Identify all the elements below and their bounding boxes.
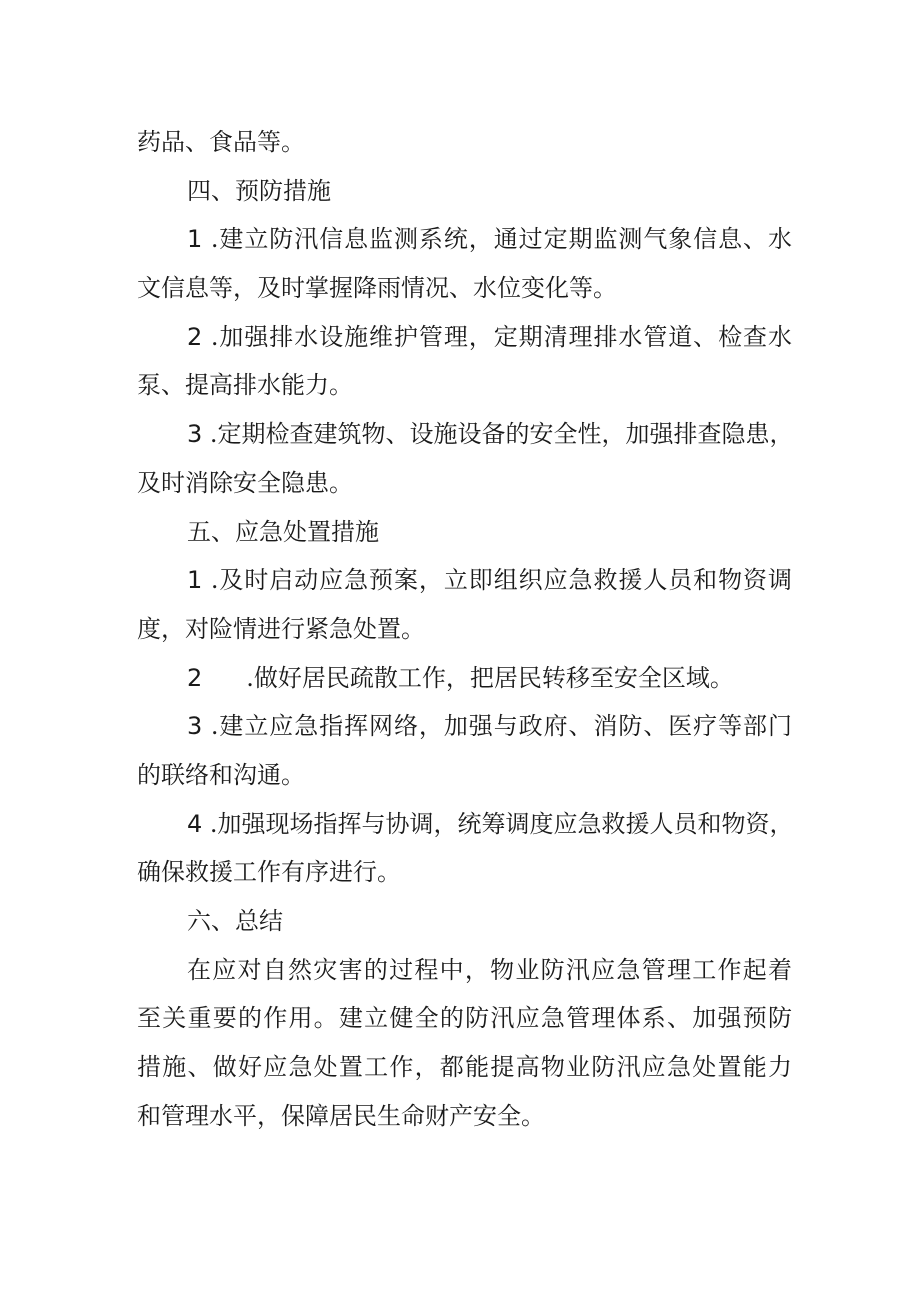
list-item-text: .及时启动应急预案，立即组织应急救援人员和物资调 xyxy=(210,566,792,595)
paragraph-continuation: 药品、食品等。 xyxy=(137,128,305,156)
section-heading-prevention: 四、预防措施 xyxy=(187,176,331,205)
list-item-text: .加强排水设施维护管理，定期清理排水管道、检查水 xyxy=(210,322,792,351)
list-item-prevention-1 xyxy=(137,215,792,264)
section-heading-summary: 六、总结 xyxy=(187,907,283,935)
list-number: 2 xyxy=(187,663,203,692)
list-item-continuation: 及时消除安全隐患。 xyxy=(137,468,353,497)
summary-paragraph-line: 在应对自然灾害的过程中，物业防汛应急管理工作起着 xyxy=(187,955,792,984)
list-item-emergency-1 xyxy=(137,556,792,605)
list-number: 1 xyxy=(187,566,203,595)
list-item-emergency-2 xyxy=(137,654,792,703)
list-number: 2 xyxy=(187,322,203,351)
summary-paragraph-line: 措施、做好应急处置工作，都能提高物业防汛应急处置能力 xyxy=(137,1053,792,1082)
list-item-text: .做好居民疏散工作，把居民转移至安全区域。 xyxy=(246,663,734,692)
list-item-continuation: 泵、提高排水能力。 xyxy=(137,371,353,400)
list-item-prevention-3 xyxy=(137,410,792,459)
list-item-continuation: 文信息等，及时掌握降雨情况、水位变化等。 xyxy=(137,274,617,303)
summary-paragraph-line: 至关重要的作用。建立健全的防汛应急管理体系、加强预防 xyxy=(137,1004,792,1033)
list-number: 1 xyxy=(187,225,203,254)
list-item-continuation: 确保救援工作有序进行。 xyxy=(137,858,401,887)
section-heading-emergency: 五、应急处置措施 xyxy=(187,517,379,546)
list-item-text: .加强现场指挥与协调，统筹调度应急救援人员和物资， xyxy=(209,809,794,838)
list-item-prevention-2 xyxy=(137,313,792,362)
list-item-text: .定期检查建筑物、设施设备的安全性，加强排查隐患， xyxy=(209,420,794,449)
list-number: 3 xyxy=(187,420,203,449)
list-item-continuation: 度，对险情进行紧急处置。 xyxy=(137,614,425,643)
list-number: 3 xyxy=(187,712,203,741)
summary-paragraph-line: 和管理水平，保障居民生命财产安全。 xyxy=(137,1101,545,1130)
document-page xyxy=(137,118,792,1140)
list-number: 4 xyxy=(187,809,203,838)
list-item-text: .建立应急指挥网络，加强与政府、消防、医疗等部门 xyxy=(210,712,792,741)
list-item-emergency-3 xyxy=(137,702,792,751)
list-item-emergency-4 xyxy=(137,800,792,849)
list-item-continuation: 的联络和沟通。 xyxy=(137,760,305,789)
list-item-text: .建立防汛信息监测系统，通过定期监测气象信息、水 xyxy=(210,225,792,254)
